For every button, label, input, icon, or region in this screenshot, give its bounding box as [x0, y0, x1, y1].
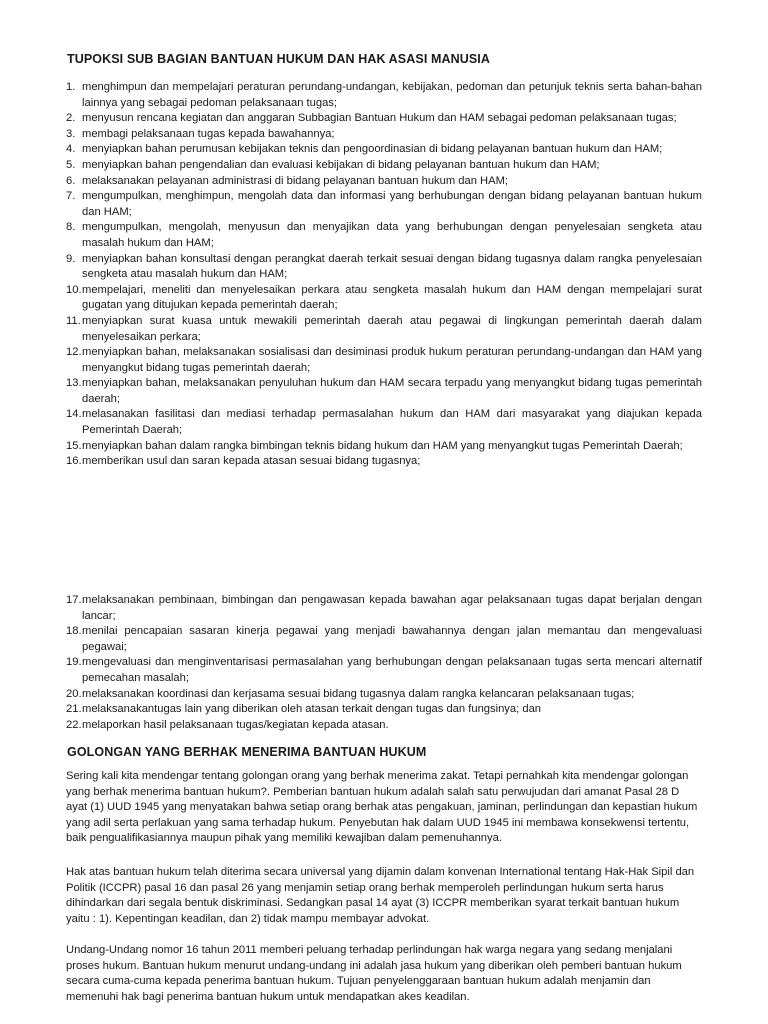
list-item	[0, 314, 768, 345]
list-item-text: mempelajari, meneliti dan menyelesaikan perkara atau sengketa masalah hukum dan HAM dengan mempelajari surat gugatan yang ditujukan kepada pemerintah daerah;	[82, 283, 702, 312]
paragraph-1: Sering kali kita mendengar tentang golongan orang yang berhak menerima zakat. Tetapi pernahkah kita mendengar golongan yang berhak menerima bantuan hukum?. Pemberian bantuan hukum adalah salah satu perwujudan dari amanat Pasal 28 D ayat (1) UUD 1945 yang menyatakan bahwa setiap orang berhak atas pengakuan, jaminan, perlindungan dan kepastian hukum yang adil serta perlakuan yang sama terhadap hukum. Penyebutan hak dalam UUD 1945 ini membawa konsekwensi tertentu, baik pengualifikasiannya maupun pihak yang memiliki kewajiban dalam pemenuhannya.	[66, 770, 698, 845]
duties-list-part-1	[0, 80, 768, 470]
list-item-text: menyiapkan bahan pengendalian dan evaluasi kebijakan di bidang pelayanan bantuan hukum dan HAM;	[82, 158, 600, 171]
list-item-text: membagi pelaksanaan tugas kepada bawahannya;	[82, 127, 335, 140]
list-item	[0, 345, 768, 376]
list-item	[0, 80, 768, 111]
list-item	[0, 142, 768, 158]
list-item-number: 13.	[66, 377, 82, 390]
list-item	[0, 407, 768, 438]
list-item-number: 5.	[66, 158, 76, 171]
list-item-text: menyiapkan bahan, melaksanakan penyuluhan hukum dan HAM secara terpadu yang menyangkut bidang tugas pemerintah daerah;	[82, 377, 702, 405]
list-item-number: 9.	[66, 252, 76, 265]
list-item-number: 10.	[66, 283, 82, 296]
list-item-number: 4.	[66, 143, 76, 156]
list-item-number: 8.	[66, 221, 76, 234]
list-item	[0, 189, 768, 220]
list-item-text: menghimpun dan mempelajari peraturan perundang-undangan, kebijakan, pedoman dan petunjuk teknis serta bahan-bahan lainnya yang sebagai pedoman pelaksanaan tugas;	[82, 81, 702, 109]
list-item-text: mengumpulkan, menghimpun, mengolah data dan informasi yang berhubungan dengan bidang pelayanan bantuan hukum dan HAM;	[82, 190, 702, 218]
list-item-text: menyiapkan bahan, melaksanakan sosialisasi dan desiminasi produk hukum peraturan perundang-undangan dan HAM yang menyangkut bidang tugas pemerintah daerah;	[82, 346, 702, 374]
section-heading: GOLONGAN YANG BERHAK MENERIMA BANTUAN HUKUM	[67, 745, 427, 759]
list-item-text: mengumpulkan, mengolah, menyusun dan menyajikan data yang berhubungan dengan penyelesaian sengketa atau masalah hukum dan HAM;	[82, 221, 702, 249]
list-item-number: 12.	[66, 346, 82, 359]
page-title: TUPOKSI SUB BAGIAN BANTUAN HUKUM DAN HAK ASASI MANUSIA	[67, 52, 490, 66]
duties-list-part-2	[0, 593, 768, 733]
list-item	[0, 655, 768, 686]
list-item-number: 15.	[66, 439, 82, 452]
list-item	[0, 454, 768, 470]
list-item-number: 17.	[66, 594, 82, 606]
list-item-number: 14.	[66, 408, 82, 421]
list-item-text: melaksanakantugas lain yang diberikan oleh atasan terkait dengan tugas dan fungsinya; dan	[82, 703, 542, 716]
list-item-text: menyiapkan surat kuasa untuk mewakili pemerintah daerah atau pegawai di lingkungan pemerintah daerah dalam menyelesaikan perkara;	[82, 314, 702, 343]
list-item-number: 1.	[66, 81, 76, 93]
paragraph-3: Undang-Undang nomor 16 tahun 2011 memberi peluang terhadap perlindungan hak warga negara yang sedang menjalani proses hukum. Bantuan hukum menurut undang-undang ini adalah jasa hukum yang diberikan oleh pemberi bantuan hukum secara cuma-cuma kepada penerima bantuan hukum. Tujuan penyelenggaraan bantuan hukum adalah menjamin dan memenuhi hak bagi penerima bantuan hukum untuk mendapatkan akes keadilan.	[66, 944, 682, 1003]
list-item-text: melaksanakan koordinasi dan kerjasama sesuai bidang tugasnya dalam rangka kelancaran pelaksanaan tugas;	[82, 687, 635, 700]
list-item	[0, 220, 768, 251]
list-item	[0, 376, 768, 407]
list-item	[0, 111, 768, 127]
list-item-number: 3.	[66, 127, 76, 140]
list-item-number: 18.	[66, 625, 82, 638]
list-item	[0, 439, 768, 455]
list-item-number: 20.	[66, 687, 82, 700]
list-item-number: 2.	[66, 112, 76, 125]
list-item-text: menyiapkan bahan dalam rangka bimbingan teknis bidang hukum dan HAM yang menyangkut tugas Pemerintah Daerah;	[82, 439, 683, 452]
list-item	[0, 158, 768, 174]
list-item	[0, 687, 768, 703]
list-item	[0, 252, 768, 283]
list-item-text: melasanakan fasilitasi dan mediasi terhadap permasalahan hukum dan HAM dari masyarakat yang diajukan kepada Pemerintah Daerah;	[82, 408, 702, 437]
list-item-number: 6.	[66, 174, 76, 187]
list-item-number: 7.	[66, 190, 76, 203]
list-item-number: 22.	[66, 718, 82, 731]
list-item	[0, 283, 768, 314]
list-item-text: menilai pencapaian sasaran kinerja pegawai yang menjadi bawahannya dengan jalan memantau dan mengevaluasi pegawai;	[82, 625, 702, 653]
list-item	[0, 624, 768, 655]
list-item	[0, 593, 768, 624]
list-item-text: menyiapkan bahan perumusan kebijakan teknis dan pengoordinasian di bidang pelayanan bantuan hukum dan HAM;	[82, 143, 663, 156]
paragraph-2: Hak atas bantuan hukum telah diterima secara universal yang dijamin dalam konvenan International tentang Hak-Hak Sipil dan Politik (ICCPR) pasal 16 dan pasal 26 yang menjamin setiap orang berhak memperoleh perlindungan hukum serta harus dihindarkan dari segala bentuk diskriminasi. Sedangkan pasal 14 ayat (3) ICCPR memberikan syarat terkait bantuan hukum yaitu : 1). Kepentingan keadilan, dan 2) tidak mampu membayar advokat.	[66, 866, 695, 925]
list-item-number: 16.	[66, 455, 82, 468]
list-item-text: melaksanakan pembinaan, bimbingan dan pengawasan kepada bawahan agar pelaksanaan tugas dapat berjalan dengan lancar;	[82, 594, 702, 622]
list-item-number: 21.	[66, 703, 82, 716]
list-item-text: menyiapkan bahan konsultasi dengan perangkat daerah terkait sesuai dengan bidang tugasnya dalam rangka penyelesaian sengketa atau masalah hukum dan HAM;	[82, 252, 702, 281]
list-item-text: melaporkan hasil pelaksanaan tugas/kegiatan kepada atasan.	[82, 718, 389, 731]
list-item-text: melaksanakan pelayanan administrasi di bidang pelayanan bantuan hukum dan HAM;	[82, 174, 509, 187]
list-item	[0, 127, 768, 143]
list-item-text: menyusun rencana kegiatan dan anggaran Subbagian Bantuan Hukum dan HAM sebagai pedoman pelaksanaan tugas;	[82, 112, 677, 125]
list-item-text: memberikan usul dan saran kepada atasan sesuai bidang tugasnya;	[82, 455, 421, 468]
list-item	[0, 702, 768, 718]
list-item-number: 19.	[66, 656, 82, 669]
list-item-text: mengevaluasi dan menginventarisasi permasalahan yang berhubungan dengan pelaksanaan tugas serta mencari alternatif pemecahan masalah;	[82, 656, 702, 684]
list-item-number: 11.	[66, 314, 81, 327]
list-item	[0, 174, 768, 190]
list-item	[0, 718, 768, 734]
